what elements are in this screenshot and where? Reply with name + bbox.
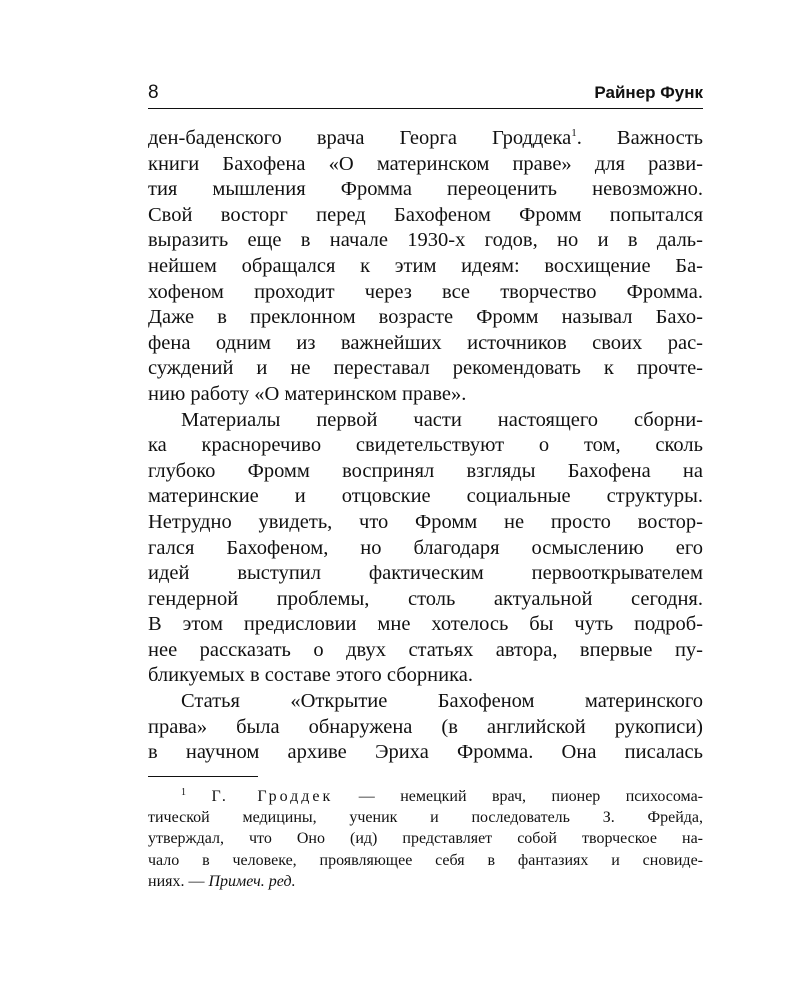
text-line: права» была обнаружена (в английской рукописи) bbox=[148, 715, 703, 738]
footnote-name: Г. Гроддек bbox=[211, 788, 334, 805]
footnote-line: чало в человеке, проявляющее себя в фантазиях и сновиде- bbox=[148, 851, 703, 869]
text-line: глубоко Фромм воспринял взгляды Бахофена на bbox=[148, 459, 703, 482]
text-line: ден-баденского врача Георга Гроддека$^1$. Важность bbox=[148, 127, 703, 149]
text-line: в научном архиве Эриха Фромма. Она писалась bbox=[148, 741, 703, 764]
text-line: Нетрудно увидеть, что Фромм не просто востор- bbox=[148, 510, 703, 533]
running-head: Райнер Функ bbox=[594, 83, 703, 102]
body-text bbox=[148, 126, 703, 766]
text-line: нию работу «О материнском праве». bbox=[148, 382, 467, 405]
text-line: выразить еще в начале 1930-х годов, но и в даль- bbox=[148, 229, 703, 252]
footnote-line: ниях. — Примеч. ред. bbox=[148, 872, 296, 890]
footnote-line: тической медицины, ученик и последователь З. Фрейда, bbox=[148, 809, 703, 827]
text-line: Свой восторг перед Бахофеном Фромм попытался bbox=[148, 203, 703, 226]
footnote-line: $^1$ Г. Гроддек — немецкий врач, пионер психосома- bbox=[181, 787, 704, 805]
text-line: Материалы первой части настоящего сборни- bbox=[181, 408, 703, 431]
text-line: фена одним из важнейших источников своих рас- bbox=[148, 331, 703, 354]
text-line: В этом предисловии мне хотелось бы чуть подроб- bbox=[148, 613, 703, 636]
footnote-divider bbox=[148, 776, 258, 777]
text-line: гендерной проблемы, столь актуальной сегодня. bbox=[148, 587, 703, 610]
text-line: хофеном проходит через все творчество Фромма. bbox=[148, 280, 703, 303]
footnote bbox=[148, 786, 703, 892]
text-line: гался Бахофеном, но благодаря осмыслению его bbox=[148, 536, 703, 559]
text-line: нейшем обращался к этим идеям: восхищение Ба- bbox=[148, 254, 703, 277]
footnote-reference[interactable]: 1 bbox=[571, 127, 577, 139]
text-line: суждений и не переставал рекомендовать к прочте- bbox=[148, 357, 703, 380]
text-line: бликуемых в составе этого сборника. bbox=[148, 664, 473, 687]
text-line: идей выступил фактическим первооткрывателем bbox=[148, 562, 703, 585]
footnote-mark: 1 bbox=[181, 787, 186, 798]
page-number: 8 bbox=[148, 82, 159, 103]
text-line: тия мышления Фромма переоценить невозможно. bbox=[148, 178, 703, 201]
text-line: книги Бахофена «О материнском праве» для разви- bbox=[148, 152, 703, 175]
text-line: ка красноречиво свидетельствуют о том, сколь bbox=[148, 434, 703, 457]
text-line: нее рассказать о двух статьях автора, впервые пу- bbox=[148, 638, 703, 661]
text-line: Статья «Открытие Бахофеном материнского bbox=[181, 690, 703, 713]
text-line: материнские и отцовские социальные структуры. bbox=[148, 485, 703, 508]
text-line: Даже в преклонном возрасте Фромм называл Бахо- bbox=[148, 306, 703, 329]
editor-note: Примеч. ред. bbox=[208, 872, 296, 890]
footnote-line: утверждал, что Оно (ид) представляет собой творческое на- bbox=[148, 830, 703, 848]
page-header bbox=[148, 80, 703, 109]
